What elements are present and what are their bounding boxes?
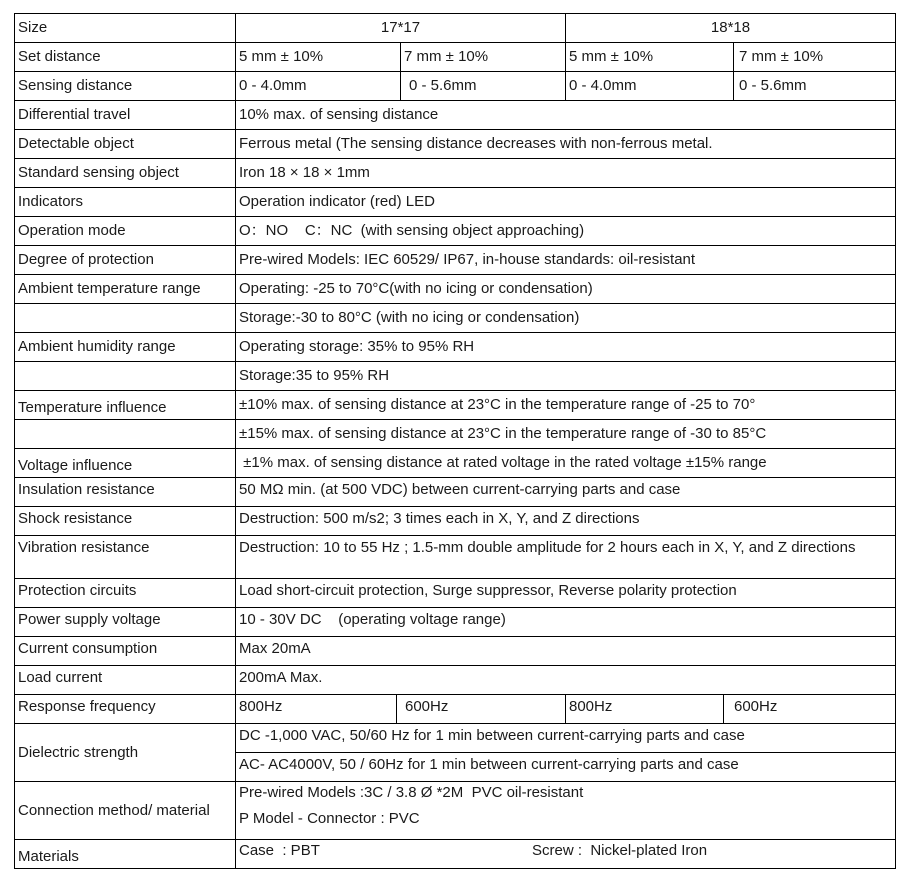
voltage-influence-value: ±1% max. of sensing distance at rated voltage in the rated voltage ±15% range [235, 448, 896, 478]
row-label-ambient-humidity: Ambient humidity range [14, 332, 236, 362]
row-label-power-supply-voltage: Power supply voltage [14, 607, 236, 637]
row-label-load-current: Load current [14, 665, 236, 695]
temperature-influence-line2: ±15% max. of sensing distance at 23°C in the temperature range of -30 to 85°C [235, 419, 896, 449]
row-label-dielectric-strength: Dielectric strength [14, 723, 236, 782]
detectable-object-value: Ferrous metal (The sensing distance decreases with non-ferrous metal. [235, 129, 896, 159]
protection-circuits-value: Load short-circuit protection, Surge suppressor, Reverse polarity protection [235, 578, 896, 608]
degree-of-protection-value: Pre-wired Models: IEC 60529/ IP67, in-house standards: oil-resistant [235, 245, 896, 275]
ambient-humidity-storage: Storage:35 to 95% RH [235, 361, 896, 391]
size-17x17-header: 17*17 [235, 13, 566, 43]
row-label-protection-circuits: Protection circuits [14, 578, 236, 608]
connection-method-line2: P Model - Connector : PVC [239, 810, 420, 827]
differential-travel-value: 10% max. of sensing distance [235, 100, 896, 130]
row-label-set-distance: Set distance [14, 42, 236, 72]
response-frequency-cell: 600Hz [396, 694, 566, 724]
row-label-vibration-resistance: Vibration resistance [14, 535, 236, 579]
row-label-voltage-influence: Voltage influence [14, 448, 236, 478]
size-18x18-header: 18*18 [565, 13, 896, 43]
row-label-detectable-object: Detectable object [14, 129, 236, 159]
sensing-distance-cell: 0 - 5.6mm [733, 71, 896, 101]
ambient-temperature-operating: Operating: -25 to 70°C(with no icing or condensation) [235, 274, 896, 304]
materials-screw: Screw : Nickel-plated Iron [532, 842, 708, 859]
row-label-sensing-distance: Sensing distance [14, 71, 236, 101]
row-label-ambient-temperature: Ambient temperature range [14, 274, 236, 304]
row-label-temperature-influence: Temperature influence [14, 390, 236, 420]
row-label-insulation-resistance: Insulation resistance [14, 477, 236, 507]
row-label-indicators: Indicators [14, 187, 236, 217]
response-frequency-cell: 600Hz [723, 694, 896, 724]
current-consumption-value: Max 20mA [235, 636, 896, 666]
row-label-response-frequency: Response frequency [14, 694, 236, 724]
sensing-distance-cell: 0 - 4.0mm [235, 71, 401, 101]
sensing-distance-cell: 0 - 5.6mm [400, 71, 566, 101]
shock-resistance-value: Destruction: 500 m/s2; 3 times each in X, Y, and Z directions [235, 506, 896, 536]
row-label-differential-travel: Differential travel [14, 100, 236, 130]
row-label-shock-resistance: Shock resistance [14, 506, 236, 536]
materials-case: Case : PBT [239, 842, 320, 859]
set-distance-cell: 7 mm ± 10% [400, 42, 566, 72]
empty-label-cell [14, 361, 236, 391]
insulation-resistance-value: 50 MΩ min. (at 500 VDC) between current-carrying parts and case [235, 477, 896, 507]
connection-method-line1: Pre-wired Models :3C / 3.8 Ø *2M PVC oil-resistant [239, 784, 584, 801]
standard-sensing-object-value: Iron 18 × 18 × 1mm [235, 158, 896, 188]
row-label-degree-of-protection: Degree of protection [14, 245, 236, 275]
temperature-influence-line1: ±10% max. of sensing distance at 23°C in the temperature range of -25 to 70° [235, 390, 896, 420]
set-distance-cell: 5 mm ± 10% [565, 42, 734, 72]
empty-label-cell [14, 303, 236, 333]
connection-method-value [235, 781, 896, 840]
response-frequency-cell: 800Hz [565, 694, 724, 724]
row-label-standard-sensing-object: Standard sensing object [14, 158, 236, 188]
set-distance-cell: 5 mm ± 10% [235, 42, 401, 72]
power-supply-voltage-value: 10 - 30V DC (operating voltage range) [235, 607, 896, 637]
ambient-humidity-operating: Operating storage: 35% to 95% RH [235, 332, 896, 362]
row-label-materials: Materials [14, 839, 236, 869]
empty-label-cell [14, 419, 236, 449]
row-label-operation-mode: Operation mode [14, 216, 236, 246]
indicators-value: Operation indicator (red) LED [235, 187, 896, 217]
sensing-distance-cell: 0 - 4.0mm [565, 71, 734, 101]
vibration-resistance-value: Destruction: 10 to 55 Hz ; 1.5-mm double amplitude for 2 hours each in X, Y, and Z directions [235, 535, 896, 579]
response-frequency-cell: 800Hz [235, 694, 397, 724]
row-label-connection-method: Connection method/ material [14, 781, 236, 840]
ambient-temperature-storage: Storage:-30 to 80°C (with no icing or condensation) [235, 303, 896, 333]
materials-value [235, 839, 896, 869]
row-label-size: Size [14, 13, 236, 43]
load-current-value: 200mA Max. [235, 665, 896, 695]
operation-mode-value: O：NO C：NC (with sensing object approaching) [235, 216, 896, 246]
dielectric-strength-dc: DC -1,000 VAC, 50/60 Hz for 1 min between current-carrying parts and case [235, 723, 896, 753]
set-distance-cell: 7 mm ± 10% [733, 42, 896, 72]
row-label-current-consumption: Current consumption [14, 636, 236, 666]
dielectric-strength-ac: AC- AC4000V, 50 / 60Hz for 1 min between current-carrying parts and case [235, 752, 896, 782]
